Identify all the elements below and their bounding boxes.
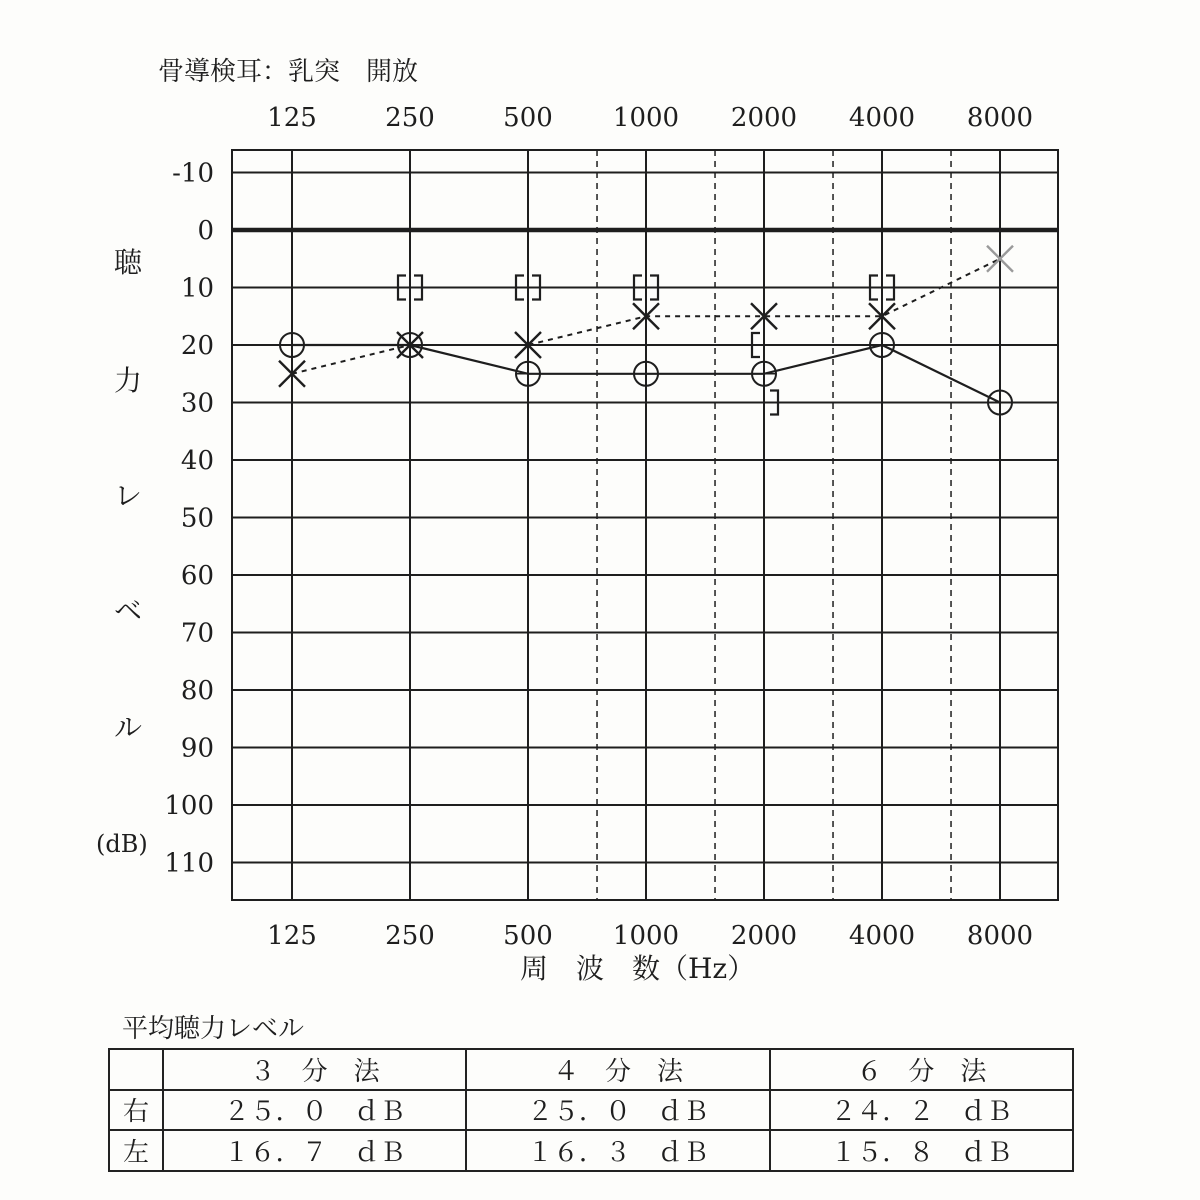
y-axis-label-char: ベ <box>113 594 143 627</box>
y-axis-label-char: 聴 <box>113 246 143 279</box>
x-tick-label-bottom: 8000 <box>966 921 1034 951</box>
y-tick-label: 0 <box>197 216 214 246</box>
header-6-method: ６ 分 法 <box>770 1049 1073 1090</box>
data-point-circle <box>634 362 658 386</box>
x-tick-label-top: 4000 <box>848 103 916 133</box>
x-tick-label-bottom: 500 <box>503 921 553 951</box>
right-6-method-value: ２４．２ ｄＢ <box>770 1090 1073 1131</box>
left-6-method-value: １５．８ ｄＢ <box>770 1130 1073 1171</box>
y-axis-label-char: レ <box>113 479 143 512</box>
x-tick-label-bottom: 4000 <box>848 921 916 951</box>
data-point-circle <box>870 333 894 357</box>
y-tick-label: 80 <box>180 676 214 706</box>
x-tick-label-top: 8000 <box>966 103 1034 133</box>
left-4-method-value: １６．３ ｄＢ <box>466 1130 769 1171</box>
corner-cell <box>109 1049 163 1090</box>
y-tick-label: 90 <box>180 733 214 764</box>
y-tick-label: 110 <box>164 848 214 879</box>
y-axis-label <box>114 246 143 744</box>
y-tick-label: 50 <box>180 503 214 534</box>
row-label-left: 左 <box>109 1130 163 1171</box>
right-4-method-value: ２５．０ ｄＢ <box>466 1090 769 1131</box>
chart-title: 骨導検耳：乳突 開放 <box>158 57 419 87</box>
y-axis-unit: (dB) <box>96 830 148 858</box>
average-title: 平均聴力レベル <box>122 1014 305 1044</box>
left-3-method-value: １６．７ ｄＢ <box>163 1130 466 1171</box>
data-point-circle <box>752 362 776 386</box>
x-tick-label-top: 250 <box>385 103 435 133</box>
x-tick-label-top: 1000 <box>612 103 680 133</box>
x-tick-label-bottom: 250 <box>385 921 435 951</box>
x-tick-label-top: 500 <box>503 103 553 133</box>
y-tick-label: 70 <box>180 618 214 649</box>
average-table <box>108 1048 1074 1172</box>
x-tick-label-top: 125 <box>267 103 317 133</box>
y-tick-label: 60 <box>180 561 214 591</box>
y-tick-label: 10 <box>180 273 214 304</box>
y-axis-label-char: 力 <box>113 364 143 397</box>
x-tick-label-bottom: 1000 <box>612 921 680 951</box>
data-point-circle <box>516 362 540 386</box>
header-4-method: ４ 分 法 <box>466 1049 769 1090</box>
row-label-right: 右 <box>109 1090 163 1131</box>
table-row-right <box>109 1090 1073 1131</box>
table-header-row <box>109 1049 1073 1090</box>
table-row-left <box>109 1130 1073 1171</box>
right-3-method-value: ２５．０ ｄＢ <box>163 1090 466 1131</box>
grid <box>232 150 1058 900</box>
y-tick-label: -10 <box>172 158 214 189</box>
data-point-circle <box>280 333 304 357</box>
y-tick-label: 40 <box>180 446 214 476</box>
y-tick-label: 100 <box>164 791 214 821</box>
header-3-method: ３ 分 法 <box>163 1049 466 1090</box>
data-point-circle <box>988 391 1012 415</box>
x-tick-label-bottom: 2000 <box>730 921 798 951</box>
y-tick-label: 30 <box>180 388 214 419</box>
x-tick-label-bottom: 125 <box>267 921 317 951</box>
y-axis-label-char: ル <box>113 711 143 744</box>
x-axis-label: 周 波 数（Hz） <box>520 952 756 985</box>
x-tick-label-top: 2000 <box>730 103 798 133</box>
y-tick-label: 20 <box>180 331 214 361</box>
